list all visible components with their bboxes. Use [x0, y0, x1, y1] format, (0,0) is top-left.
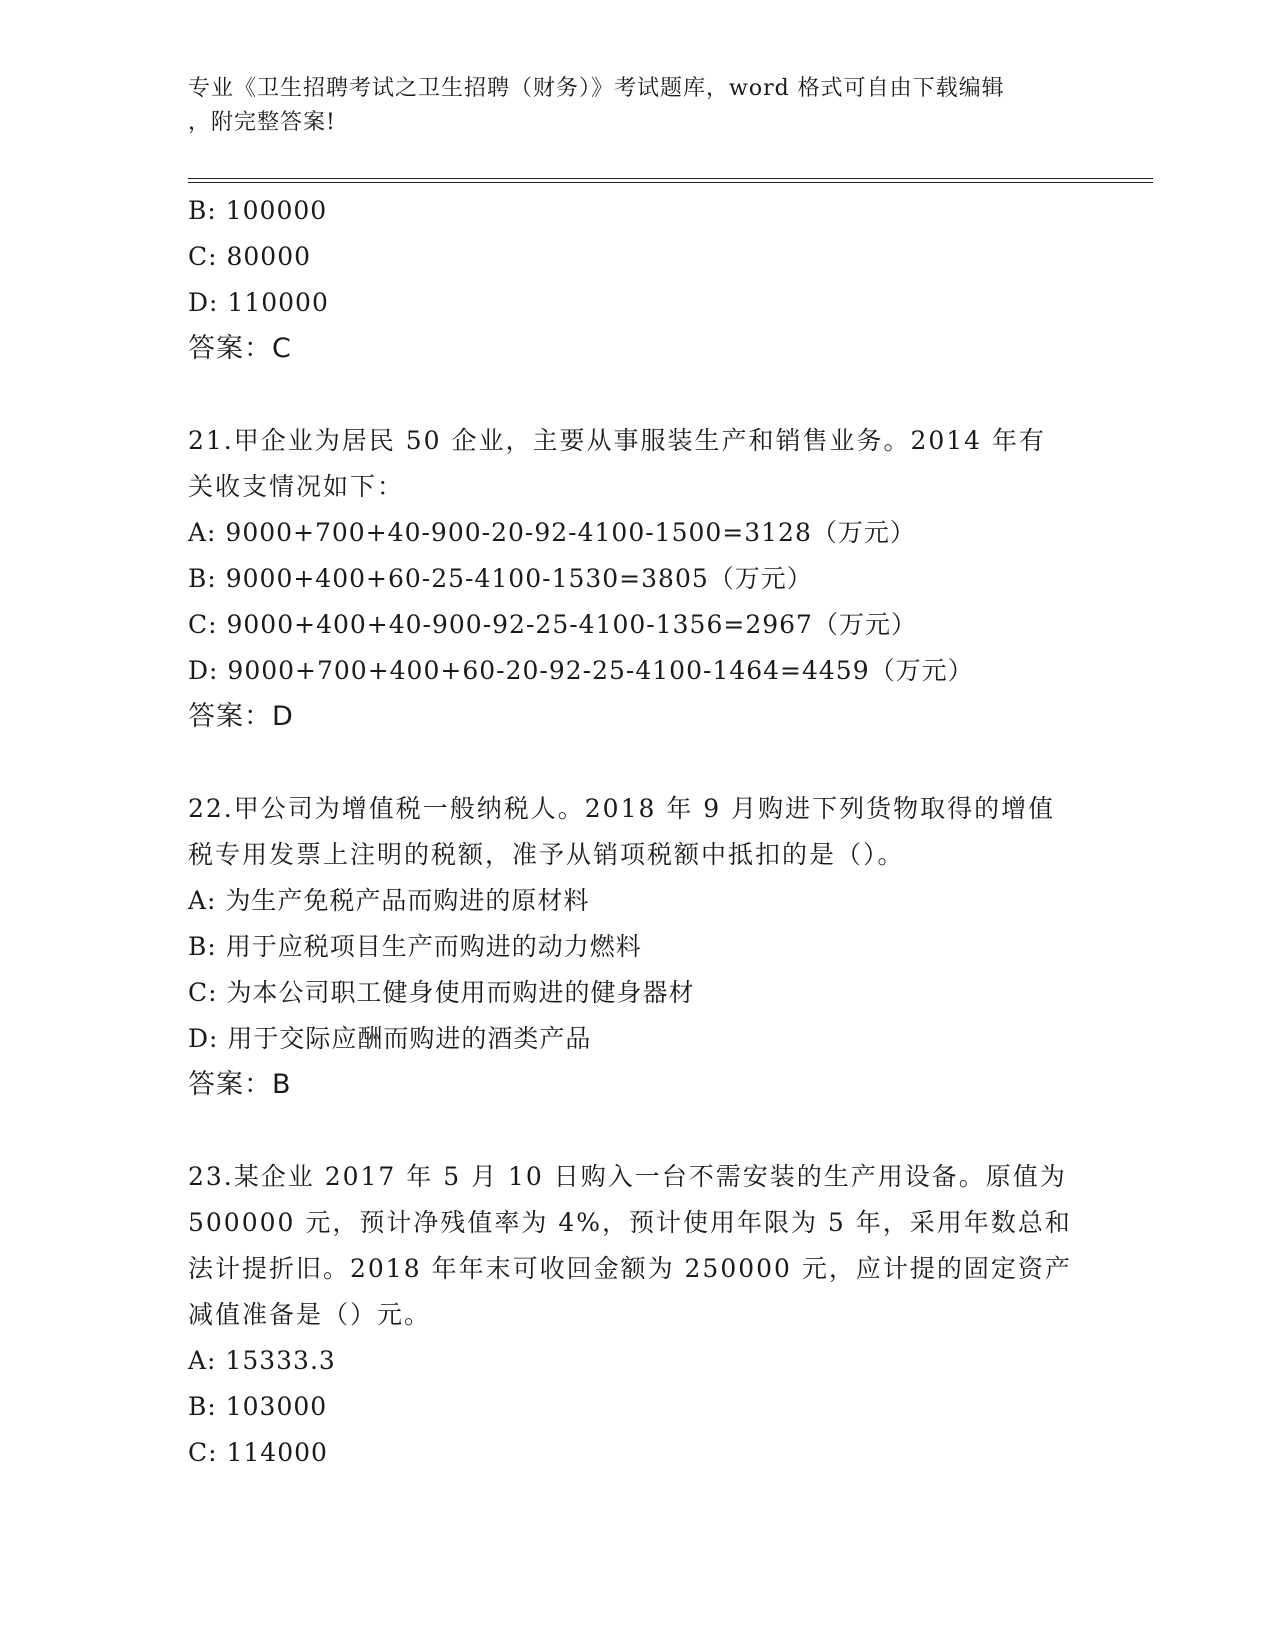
option-a: A: 9000+700+40-900-20-92-4100-1500=3128（万元）	[188, 518, 916, 547]
page-header	[188, 72, 1088, 140]
option-c: C: 9000+400+40-900-92-25-4100-1356=2967（万元）	[188, 610, 917, 639]
spacer	[188, 372, 1088, 418]
question-stem: 21.甲企业为居民 50 企业，主要从事服装生产和销售业务。2014 年有	[188, 426, 1047, 455]
answer: 答案：C	[188, 333, 292, 364]
option-d: D: 9000+700+400+60-20-92-25-4100-1464=4459（万元）	[188, 656, 974, 685]
option-c: C: 80000	[188, 242, 312, 271]
option-b: B: 103000	[188, 1392, 328, 1421]
question-list	[188, 188, 1088, 1476]
option-b: B: 9000+400+60-25-4100-1530=3805（万元）	[188, 564, 813, 593]
question-20	[188, 188, 1088, 372]
option-a: A: 为生产免税产品而购进的原材料	[188, 886, 590, 915]
question-stem: 500000 元，预计净残值率为 4%，预计使用年限为 5 年，采用年数总和	[188, 1208, 1072, 1237]
option-b: B: 100000	[188, 196, 328, 225]
option-c: C: 114000	[188, 1438, 328, 1467]
question-23	[188, 1154, 1088, 1476]
question-stem: 法计提折旧。2018 年年末可收回金额为 250000 元，应计提的固定资产	[188, 1254, 1072, 1283]
spacer	[188, 1108, 1088, 1154]
question-stem: 税专用发票上注明的税额，准予从销项税额中抵扣的是（）。	[188, 840, 905, 869]
question-stem: 关收支情况如下：	[188, 472, 405, 501]
answer: 答案：B	[188, 1069, 292, 1100]
header-line-2: ，附完整答案!	[188, 110, 336, 135]
question-22	[188, 786, 1088, 1108]
header-divider	[188, 178, 1153, 183]
option-b: B: 用于应税项目生产而购进的动力燃料	[188, 932, 642, 961]
header-line-1: 专业《卫生招聘考试之卫生招聘（财务）》考试题库，word 格式可自由下载编辑	[188, 76, 1005, 101]
option-d: D: 110000	[188, 288, 329, 317]
option-d: D: 用于交际应酬而购进的酒类产品	[188, 1024, 592, 1053]
option-c: C: 为本公司职工健身使用而购进的健身器材	[188, 978, 695, 1007]
question-stem: 减值准备是（）元。	[188, 1300, 432, 1329]
question-21	[188, 418, 1088, 740]
answer: 答案：D	[188, 701, 294, 732]
question-stem: 23.某企业 2017 年 5 月 10 日购入一台不需安装的生产用设备。原值为	[188, 1162, 1067, 1191]
option-a: A: 15333.3	[188, 1346, 336, 1375]
question-stem: 22.甲公司为增值税一般纳税人。2018 年 9 月购进下列货物取得的增值	[188, 794, 1056, 823]
spacer	[188, 740, 1088, 786]
